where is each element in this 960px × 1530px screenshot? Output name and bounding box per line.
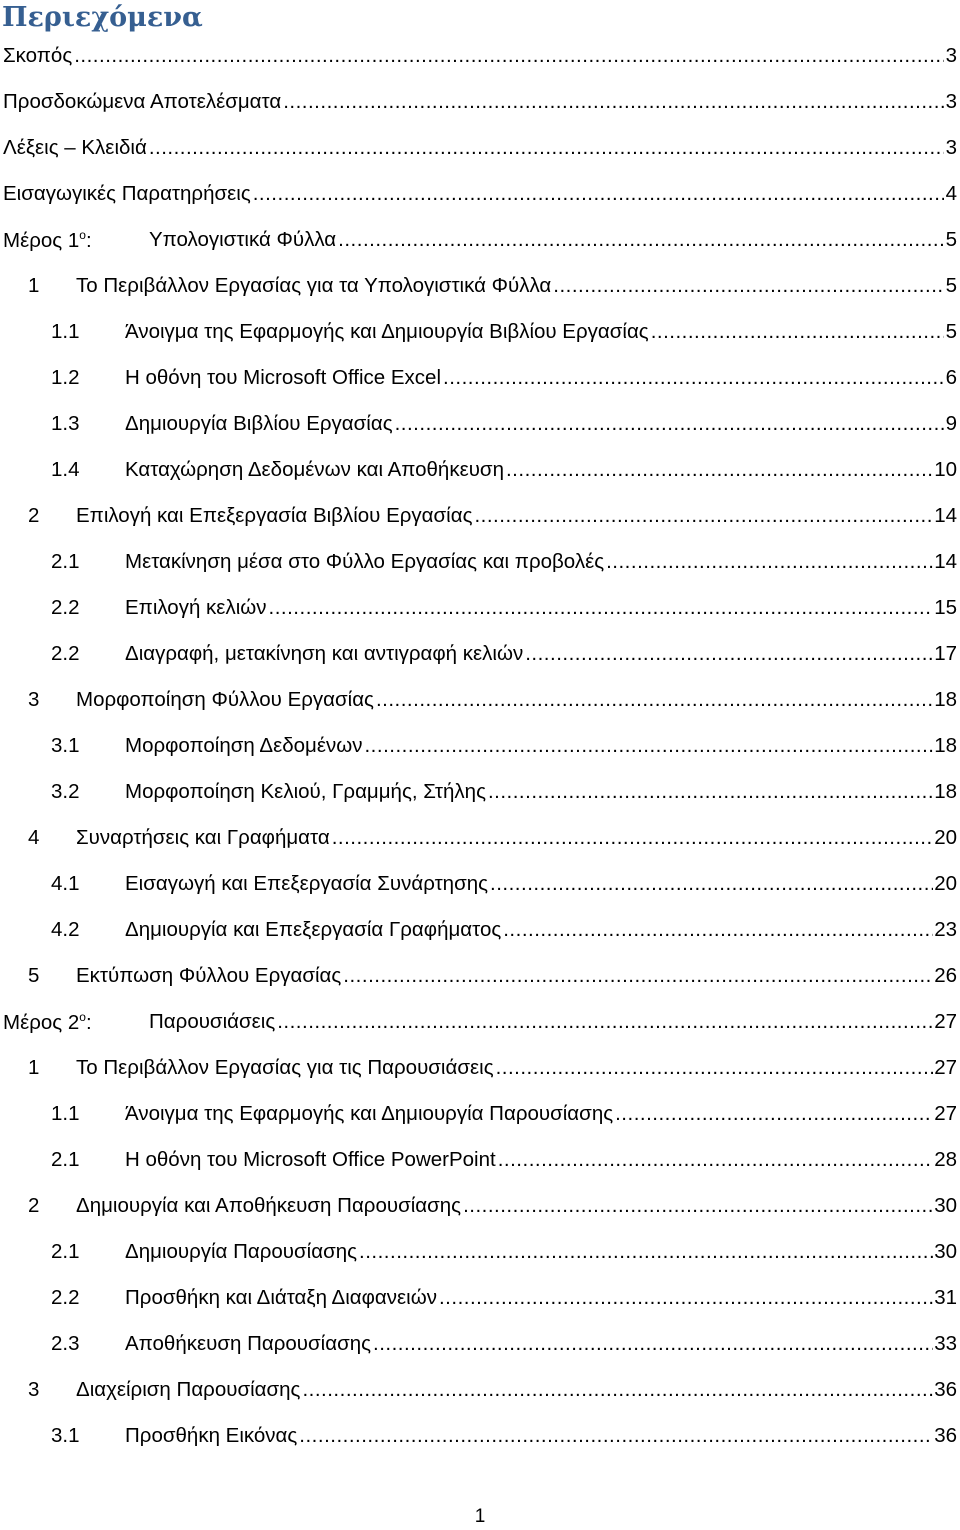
toc-part-label: Μέρος 2 <box>3 1010 80 1034</box>
toc-dot-leader <box>283 90 944 114</box>
toc-entry-page: 3 <box>945 136 957 159</box>
toc-dot-leader <box>474 504 933 528</box>
toc-dot-leader <box>525 642 933 666</box>
toc-entry-page: 23 <box>934 918 957 941</box>
toc-entry-label: Λέξεις – Κλειδιά <box>3 136 147 159</box>
toc-entry-page: 5 <box>945 274 957 297</box>
toc-entry[interactable] <box>0 585 960 631</box>
toc-entry-page: 15 <box>934 596 957 619</box>
toc-entry[interactable] <box>0 125 960 171</box>
toc-entry[interactable] <box>0 723 960 769</box>
toc-entry-number: 1.1 <box>51 1102 80 1125</box>
toc-entry-page: 27 <box>934 1102 957 1125</box>
toc-entry[interactable] <box>0 401 960 447</box>
toc-entry-number: 4 <box>28 826 40 849</box>
toc-entry-page: 14 <box>934 550 957 573</box>
toc-dot-leader <box>373 1332 933 1356</box>
toc-entry-number: 2.1 <box>51 550 80 573</box>
toc-entry-label: Μορφοποίηση Δεδομένων <box>125 734 363 757</box>
toc-dot-leader <box>651 320 944 344</box>
toc-entry[interactable] <box>0 1321 960 1367</box>
toc-entry-label: Σκοπός <box>3 44 73 67</box>
toc-entry[interactable] <box>0 171 960 217</box>
toc-dot-leader <box>439 1286 933 1310</box>
toc-dot-leader <box>332 826 933 850</box>
toc-entry-number: 3.2 <box>51 780 80 803</box>
toc-entry-number: 1.3 <box>51 412 80 435</box>
toc-dot-leader <box>496 1056 934 1080</box>
toc-entry-number <box>3 228 149 253</box>
toc-entry-page: 27 <box>934 1056 957 1079</box>
toc-entry-page: 31 <box>934 1286 957 1309</box>
toc-dot-leader <box>490 872 933 896</box>
toc-entry-number: 2.2 <box>51 596 80 619</box>
toc-part-ordinal: ο <box>79 227 86 242</box>
toc-dot-leader <box>506 458 933 482</box>
toc-entry[interactable] <box>0 1229 960 1275</box>
toc-entry-number: 1.4 <box>51 458 80 481</box>
toc-entry-label: Δημιουργία και Αποθήκευση Παρουσίασης <box>76 1194 462 1217</box>
toc-entry-label: Προσδοκώμενα Αποτελέσματα <box>3 90 282 113</box>
toc-entry[interactable] <box>0 263 960 309</box>
toc-entry-number <box>3 1010 149 1035</box>
toc-title: Περιεχόμενα <box>2 2 203 33</box>
toc-entry-label: Αποθήκευση Παρουσίασης <box>125 1332 371 1355</box>
toc-dot-leader <box>498 1148 933 1172</box>
toc-entry-page: 3 <box>945 44 957 67</box>
toc-entry-label: Το Περιβάλλον Εργασίας για τα Υπολογιστικά Φύλλα <box>76 274 552 297</box>
toc-entry-page: 5 <box>945 320 957 343</box>
toc-entry[interactable] <box>0 953 960 999</box>
toc-entry[interactable] <box>0 1045 960 1091</box>
toc-entry[interactable] <box>0 447 960 493</box>
toc-dot-leader <box>488 780 933 804</box>
toc-entry-label: Διαγραφή, μετακίνηση και αντιγραφή κελιών <box>125 642 524 665</box>
toc-entry-number: 2.1 <box>51 1148 80 1171</box>
toc-entry-number: 2.3 <box>51 1332 80 1355</box>
toc-entry[interactable] <box>0 1183 960 1229</box>
toc-dot-leader <box>615 1102 933 1126</box>
toc-entry-label: Μορφοποίηση Κελιού, Γραμμής, Στήλης <box>125 780 486 803</box>
toc-entry[interactable] <box>0 815 960 861</box>
toc-entry-label: Εισαγωγικές Παρατηρήσεις <box>3 182 251 205</box>
toc-dot-leader <box>74 44 944 68</box>
toc-entry-label: Άνοιγμα της Εφαρμογής και Δημιουργία Βιβλίου Εργασίας <box>125 320 649 343</box>
toc-dot-leader <box>302 1378 933 1402</box>
toc-entry[interactable] <box>0 999 960 1045</box>
toc-entry[interactable] <box>0 631 960 677</box>
toc-entry-number: 3 <box>28 1378 40 1401</box>
toc-dot-leader <box>343 964 933 988</box>
toc-entry-page: 18 <box>934 688 957 711</box>
toc-part-ordinal: ο <box>79 1009 86 1024</box>
toc-entry-number: 3.1 <box>51 734 80 757</box>
toc-entry[interactable] <box>0 539 960 585</box>
toc-entry[interactable] <box>0 861 960 907</box>
toc-dot-leader <box>299 1424 933 1448</box>
toc-list <box>0 33 960 1459</box>
toc-entry-label: Υπολογιστικά Φύλλα <box>149 228 337 251</box>
toc-entry-number: 2.1 <box>51 1240 80 1263</box>
toc-dot-leader <box>503 918 933 942</box>
toc-dot-leader <box>395 412 944 436</box>
toc-entry-page: 9 <box>945 412 957 435</box>
toc-entry[interactable] <box>0 1091 960 1137</box>
toc-entry-page: 10 <box>934 458 957 481</box>
toc-entry[interactable] <box>0 769 960 815</box>
toc-entry-label: Συναρτήσεις και Γραφήματα <box>76 826 330 849</box>
toc-entry-label: Εκτύπωση Φύλλου Εργασίας <box>76 964 342 987</box>
toc-entry-number: 1.1 <box>51 320 80 343</box>
toc-entry-page: 30 <box>934 1194 957 1217</box>
toc-part-colon: : <box>85 228 92 252</box>
page-number: 1 <box>474 1506 486 1527</box>
toc-entry-page: 20 <box>934 872 957 895</box>
toc-entry-label: Επιλογή και Επεξεργασία Βιβλίου Εργασίας <box>76 504 473 527</box>
toc-entry-page: 18 <box>934 734 957 757</box>
toc-entry-number: 1.2 <box>51 366 80 389</box>
toc-entry-number: 2.2 <box>51 642 80 665</box>
toc-entry[interactable] <box>0 33 960 79</box>
toc-dot-leader <box>463 1194 933 1218</box>
toc-entry[interactable] <box>0 309 960 355</box>
toc-entry-label: Δημιουργία και Επεξεργασία Γραφήματος <box>125 918 502 941</box>
toc-dot-leader <box>338 228 944 252</box>
toc-entry-number: 4.2 <box>51 918 80 941</box>
toc-entry-label: Παρουσιάσεις <box>149 1010 276 1033</box>
toc-dot-leader <box>253 182 944 206</box>
toc-entry-page: 20 <box>934 826 957 849</box>
toc-entry-label: Το Περιβάλλον Εργασίας για τις Παρουσιάσεις <box>76 1056 494 1079</box>
toc-entry-number: 2 <box>28 1194 40 1217</box>
toc-entry-label: Άνοιγμα της Εφαρμογής και Δημιουργία Παρουσίασης <box>125 1102 614 1125</box>
toc-entry-number: 1 <box>28 1056 40 1079</box>
toc-entry-page: 6 <box>945 366 957 389</box>
toc-entry[interactable] <box>0 907 960 953</box>
toc-dot-leader <box>553 274 944 298</box>
toc-entry-label: Καταχώρηση Δεδομένων και Αποθήκευση <box>125 458 504 481</box>
toc-entry-number: 2 <box>28 504 40 527</box>
toc-entry-page: 28 <box>934 1148 957 1171</box>
toc-entry[interactable] <box>0 1275 960 1321</box>
toc-entry-label: Επιλογή κελιών <box>125 596 267 619</box>
toc-dot-leader <box>376 688 933 712</box>
toc-entry-number: 5 <box>28 964 40 987</box>
toc-entry-page: 36 <box>934 1378 957 1401</box>
toc-dot-leader <box>606 550 933 574</box>
toc-entry-page: 14 <box>934 504 957 527</box>
toc-entry-page: 4 <box>945 182 957 205</box>
toc-entry-label: Διαχείριση Παρουσίασης <box>76 1378 301 1401</box>
toc-entry-label: Προσθήκη Εικόνας <box>125 1424 298 1447</box>
toc-dot-leader <box>269 596 934 620</box>
toc-entry-label: Προσθήκη και Διάταξη Διαφανειών <box>125 1286 437 1309</box>
toc-entry[interactable] <box>0 677 960 723</box>
toc-entry-number: 3.1 <box>51 1424 80 1447</box>
toc-entry[interactable] <box>0 79 960 125</box>
toc-part-label: Μέρος 1 <box>3 228 80 252</box>
toc-entry-page: 27 <box>934 1010 957 1033</box>
toc-entry-page: 26 <box>934 964 957 987</box>
toc-dot-leader <box>443 366 944 390</box>
toc-entry-number: 2.2 <box>51 1286 80 1309</box>
toc-entry[interactable] <box>0 1367 960 1413</box>
toc-entry-label: Δημιουργία Παρουσίασης <box>125 1240 358 1263</box>
toc-entry[interactable] <box>0 355 960 401</box>
toc-entry-page: 5 <box>945 228 957 251</box>
toc-dot-leader <box>359 1240 933 1264</box>
toc-entry-number: 1 <box>28 274 40 297</box>
toc-entry[interactable] <box>0 217 960 263</box>
toc-entry-number: 4.1 <box>51 872 80 895</box>
toc-entry-label: Εισαγωγή και Επεξεργασία Συνάρτησης <box>125 872 489 895</box>
toc-dot-leader <box>364 734 933 758</box>
toc-entry-page: 18 <box>934 780 957 803</box>
toc-entry-label: Μορφοποίηση Φύλλου Εργασίας <box>76 688 374 711</box>
toc-entry-label: Η οθόνη του Microsoft Office Excel <box>125 366 442 389</box>
toc-entry-page: 17 <box>934 642 957 665</box>
toc-entry[interactable] <box>0 1413 960 1459</box>
toc-part-colon: : <box>85 1010 92 1034</box>
toc-entry-page: 36 <box>934 1424 957 1447</box>
toc-entry-page: 3 <box>945 90 957 113</box>
toc-entry-label: Δημιουργία Βιβλίου Εργασίας <box>125 412 393 435</box>
toc-entry-label: Η οθόνη του Microsoft Office PowerPoint <box>125 1148 496 1171</box>
toc-dot-leader <box>277 1010 933 1034</box>
toc-entry-page: 33 <box>934 1332 957 1355</box>
toc-entry-number: 3 <box>28 688 40 711</box>
toc-entry[interactable] <box>0 493 960 539</box>
toc-dot-leader <box>149 136 944 160</box>
toc-entry[interactable] <box>0 1137 960 1183</box>
toc-entry-page: 30 <box>934 1240 957 1263</box>
toc-entry-label: Μετακίνηση μέσα στο Φύλλο Εργασίας και προβολές <box>125 550 605 573</box>
